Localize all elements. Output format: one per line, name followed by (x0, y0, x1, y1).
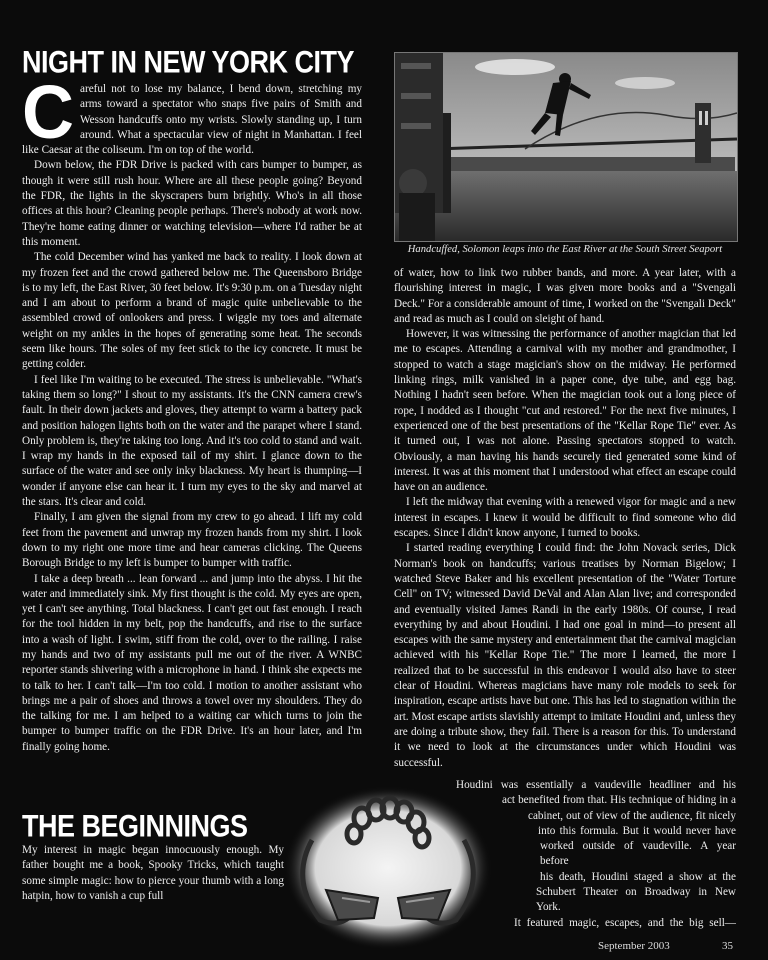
headline-night-in-new-york-city: NIGHT IN NEW YORK CITY (22, 44, 355, 80)
article-column-right (394, 266, 736, 771)
paragraph: Down below, the FDR Drive is packed with cars bumper to bumper, as though it were still rush hour. Where are all these people going? Beyond the FDR, the lights in the skyscrapers burn brightly. Who's in all those offices at this hour? Cleaning people perhaps. There's nobody at work now. They're home eating dinner or watching television—where I'd rather be at this moment. (22, 159, 362, 248)
paragraph: Careful not to lose my balance, I bend down, stretching my arms toward a spectator who snaps five pairs of Smith and Wesson handcuffs onto my wrists. Slowly standing up, I turn around. What a spectacular view of night in Manhattan. I feel like Caesar at the coliseum. I'm on top of the world. (22, 71, 362, 157)
paragraph: I started reading everything I could find: the John Novack series, Dick Norman's book on handcuffs; various treatises by Norman Bigelow; I watched Steve Baker and his excellent presentation of the "Water Torture Cell" on TV; witnessed David DeVal and Alan Alan live; and corresponded and eventually visited James Randi in the early 1980s. Of course, I read everything by and about Houdini. I had one goal in mind—to present all escapes with the same mystery and entertainment that the carnival magician achieved with his "Kellar Rope Tie." The more I learned, the more I realized that to be successful in this endeavor I would also have to steer clear of Houdini. Whereas magicians have many role models to seek for inspiration, escape artists have but one. This has led to stagnation within the art. Most escape artists slavishly attempt to imitate Houdini and, unless they are doing a tribute show, they fail. There is a reason for this. To understand it we need to look at the circumstances under which Houdini was successful. (394, 542, 736, 769)
handcuffs-icon (282, 780, 494, 950)
text-line: act benefited from that. His technique of hiding in a (502, 794, 736, 807)
text-line: cabinet, out of view of the audience, fit nicely (528, 809, 736, 822)
paragraph: I take a deep breath ... lean forward ... and jump into the abyss. I hit the water and immediately sink. My first thought is the cold. My eyes are open, yet I can't see anything. Total blackness. I can't get out fast enough. I reach for the tool hidden in my belt, pop the handcuffs, and rise to the surface into a wash of light. I swim, stiff from the cold, over to the railing. I raise my hands and two of my assistants pull me out of the river. A WNBC reporter stands shivering with a microphone in hand. I think she expects me to talk to her. I can't talk—I'm too cold. I motion to another assistant who brings me a pair of shoes and throws a towel over my shoulders. They do the talking for me. I am helped to a waiting car which turns to join the bumper to bumper traffic on the FDR Drive. It's an hour later, and I'm finally going home. (22, 572, 362, 753)
text-line: It featured magic, escapes, and the big sell— (514, 916, 736, 929)
article-column-left (22, 71, 362, 755)
footer-date: September 2003 (598, 940, 670, 952)
text-line: Houdini was essentially a vaudeville headliner and his (456, 779, 736, 791)
text-line: into this formula. But it would never have (538, 824, 736, 837)
photo-illustration (395, 53, 737, 241)
paragraph: The cold December wind has yanked me back to reality. I look down at my frozen feet and the crowd gathered below me. The Queensboro Bridge is to my left, the East River, 30 feet below. It's 9:30 p.m. on a Tuesday night and I am about to perform a brand of magic quite unbelievable to the assembled crowd of onlookers and press. I wiggle my toes and alternate weight on my ankles in the hopes of generating some heat. The seconds seem like hours. The soles of my feet stick to the icy concrete. It must be getting colder. (22, 251, 362, 371)
text-line: worked outside of vaudeville. A year before (540, 840, 736, 868)
photo-caption: Handcuffed, Solomon leaps into the East River at the South Street Seaport (407, 244, 723, 255)
photo-leap-into-river (394, 52, 738, 242)
drop-cap: C (22, 71, 74, 155)
paragraph: My interest in magic began innocuously enough. My father bought me a book, Spooky Tricks, which taught some simple magic: how to pierce your thumb with a long hatpin, how to vanish a cup full (22, 844, 284, 902)
paragraph: However, it was witnessing the performance of another magician that led me to escapes. Attending a carnival with my mother and grandmother, I stopped to watch a stage magician's show on the midway. He performed linking rings, milk vanished in a paper cone, dye tube, and egg bag. Nothing I hadn't seen before. When the magician took out a long piece of rope, I nodded as I thought "cut and restored." For the next five minutes, I experienced one of the best presentations of the "Kellar Rope Tie" ever. As it turned out, I was not alone. Passing spectators stopped to watch. Obviously, a man having his hands securely tied generated some kind of interest. It was at this moment that I understood what effect an escape could have on an audience. (394, 328, 736, 494)
paragraph: Finally, I am given the signal from my crew to go ahead. I lift my cold feet from the pavement and unwrap my frozen hands from my shirt. I look down to my right one more time and hear cameras clicking. The Queens Borough Bridge to my left is bumper to bumper with traffic. (22, 511, 362, 570)
paragraph: of water, how to link two rubber bands, and more. A year later, with a flourishing interest in magic, I was given more books and a "Svengali Deck." For a considerable amount of time, I worked on the "Svengali Deck" and read as much as I could on sleight of hand. (394, 267, 736, 325)
handcuffs-image (282, 780, 494, 950)
page-number: 35 (722, 940, 733, 952)
headline-the-beginnings: THE BEGINNINGS (22, 808, 248, 844)
paragraph: I feel like I'm waiting to be executed. The stress is unbelievable. "What's taking them so long?" I shout to my assistants. It's the CNN camera crew's fault. In their down jackets and gloves, they attempt to warm a battery pack and position halogen lights both on the water and the parapet where I stand. Only problem is, they're taking too long. And it's too cold to stand and wait. I wrap my hands in the exposed tail of my shirt. I glance down to the surface of the water and see only inky blackness. My heart is thumping—I wonder if anyone else can hear it. I turn my eyes to the sky and marvel at the stars. It's clear and cold. (22, 373, 362, 509)
text-line: his death, Houdini staged a show at the (540, 870, 736, 883)
article-column-left-bottom (22, 843, 284, 904)
paragraph: I left the midway that evening with a renewed vigor for magic and a new interest in escapes. I knew it would be difficult to find someone who did escapes. Since I didn't know anyone, I turned to books. (394, 496, 736, 540)
text-line: Schubert Theater on Broadway in New York. (536, 886, 736, 914)
